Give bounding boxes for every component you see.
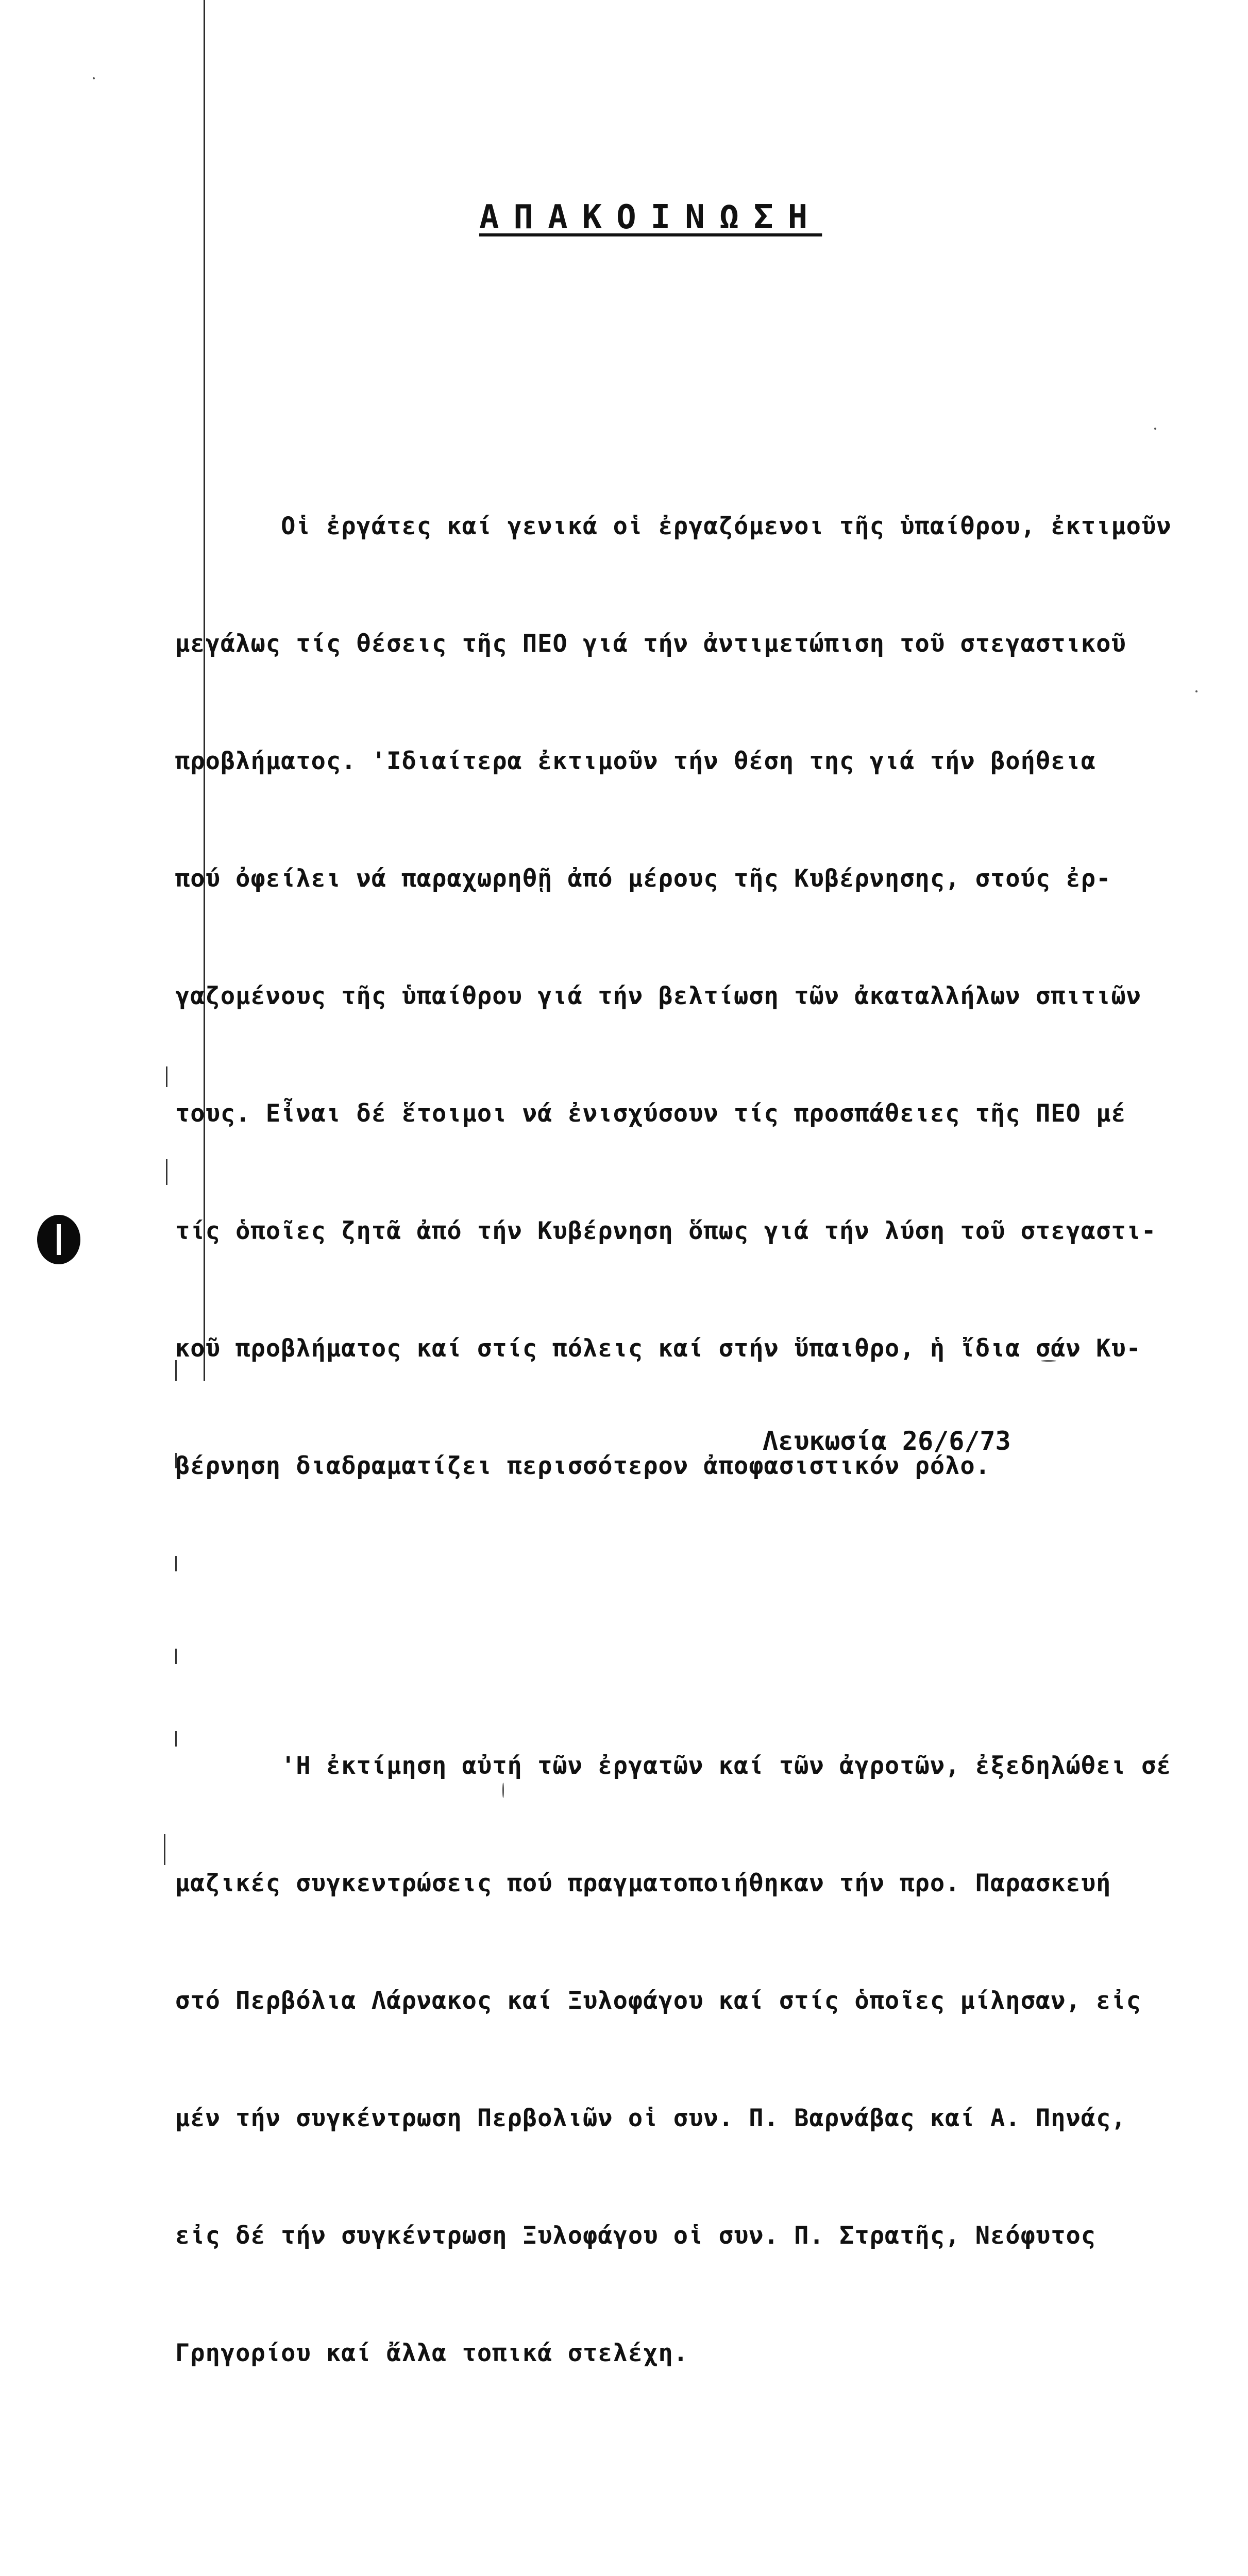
text-line: βέρνηση διαδραματίζει περισσότερον ἀποφασιστικόν ρόλο. xyxy=(175,1452,991,1480)
punch-hole xyxy=(37,1215,80,1264)
margin-mark xyxy=(166,1066,167,1087)
paragraph xyxy=(175,1668,1195,2451)
margin-mark xyxy=(164,1834,165,1865)
text-line: Γρηγορίου καί ἄλλα τοπικά στελέχη. xyxy=(175,2339,689,2367)
text-line: τους. Εἶναι δέ ἕτοιμοι νά ἐνισχύσουν τίς προσπάθειες τῆς ΠΕΟ μέ xyxy=(175,1099,1126,1128)
text-line: τίς ὁποῖες ζητᾶ ἀπό τήν Κυβέρνηση ὅπως γιά τήν λύση τοῦ στεγαστι- xyxy=(175,1217,1157,1245)
text-line: 'Η ἐκτίμηση αὐτή τῶν ἐργατῶν καί τῶν ἀγροτῶν, ἐξεδηλώθει σέ xyxy=(175,1752,1172,1780)
text-line: προβλήματος. 'Ιδιαίτερα ἐκτιμοῦν τήν θέση της γιά τήν βοήθεια xyxy=(175,747,1097,775)
text-line: κοῦ προβλήματος καί στίς πόλεις καί στήν ὕπαιθρο, ἡ ἴδια σάν Κυ- xyxy=(175,1334,1141,1363)
document-title: ΑΠΑΚΟΙΝΩΣΗ xyxy=(479,198,822,236)
text-line: εἰς δέ τήν συγκέντρωση Ξυλοφάγου οἱ συν. Π. Στρατῆς, Νεόφυτος xyxy=(175,2222,1097,2250)
scan-speck xyxy=(93,77,95,79)
text-line: μαζικές συγκεντρώσεις πού πραγματοποιήθηκαν τήν προ. Παρασκευή xyxy=(175,1869,1111,1897)
text-line: πού ὀφείλει νά παραχωρηθῇ ἀπό μέρους τῆς Κυβέρνησης, στούς ἐρ- xyxy=(175,865,1111,893)
margin-mark xyxy=(166,1159,167,1185)
text-line: Οἱ ἐργάτες καί γενικά οἱ ἐργαζόμενοι τῆς ὑπαίθρου, ἐκτιμοῦν xyxy=(175,512,1172,540)
paragraph xyxy=(175,429,1195,1564)
text-line: μέν τήν συγκέντρωση Περβολιῶν οἱ συν. Π. Βαρνάβας καί Α. Πηνάς, xyxy=(175,2104,1126,2132)
text-line: στό Περβόλια Λάρνακος καί Ξυλοφάγου καί στίς ὁποῖες μίλησαν, εἰς xyxy=(175,1987,1141,2015)
scan-speck xyxy=(1195,690,1198,692)
place-date-signature: Λευκωσία 26/6/73 xyxy=(763,1426,1011,1456)
document-body xyxy=(175,350,1195,2576)
text-line: μεγάλως τίς θέσεις τῆς ΠΕΟ γιά τήν ἀντιμετώπιση τοῦ στεγαστικοῦ xyxy=(175,630,1126,658)
paragraph xyxy=(175,2555,1195,2576)
text-line: γαζομένους τῆς ὑπαίθρου γιά τήν βελτίωση τῶν ἀκαταλλήλων σπιτιῶν xyxy=(175,982,1141,1010)
